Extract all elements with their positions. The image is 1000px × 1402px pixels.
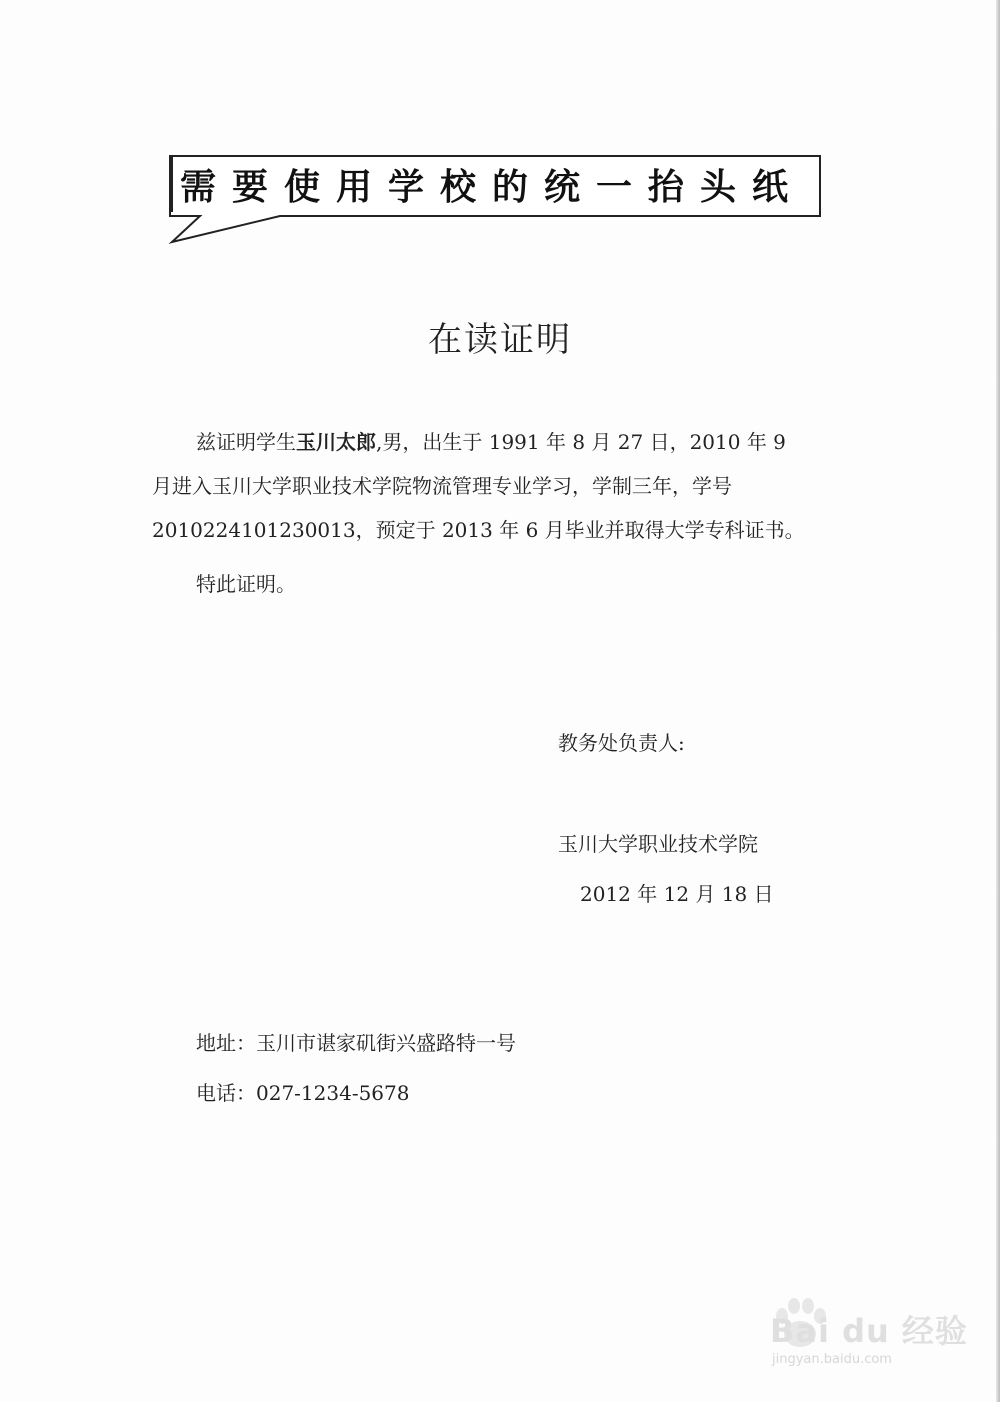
callout-text: 需要使用学校的统一抬头纸 xyxy=(179,166,804,208)
body-line-1-prefix: 兹证明学生 xyxy=(196,430,296,454)
body-line-1-suffix: ,男，出生于 1991 年 8 月 27 日，2010 年 9 xyxy=(376,430,786,454)
watermark-brand: Bai du 经验 xyxy=(770,1312,968,1350)
body-line-2: 月进入玉川大学职业技术学院物流管理专业学习，学制三年，学号 xyxy=(152,474,732,498)
body-line-3: 2010224101230013，预定于 2013 年 6 月毕业并取得大学专科证书。 xyxy=(152,518,805,542)
issue-date: 2012 年 12 月 18 日 xyxy=(580,882,774,906)
document-title: 在读证明 xyxy=(428,320,572,360)
student-name: 玉川太郎 xyxy=(296,430,376,454)
school-name: 玉川大学职业技术学院 xyxy=(558,832,758,856)
address-line: 地址：玉川市谌家矶街兴盛路特一号 xyxy=(196,1031,516,1055)
scan-edge-shadow xyxy=(996,0,1000,1402)
body-paragraph xyxy=(152,420,832,552)
responsible-label: 教务处负责人: xyxy=(558,731,685,755)
baidu-watermark xyxy=(760,1290,980,1390)
closing-statement: 特此证明。 xyxy=(196,572,296,596)
phone-line: 电话：027-1234-5678 xyxy=(196,1081,410,1105)
body-line-1 xyxy=(152,420,832,464)
watermark-url: jingyan.baidu.com xyxy=(772,1352,892,1367)
